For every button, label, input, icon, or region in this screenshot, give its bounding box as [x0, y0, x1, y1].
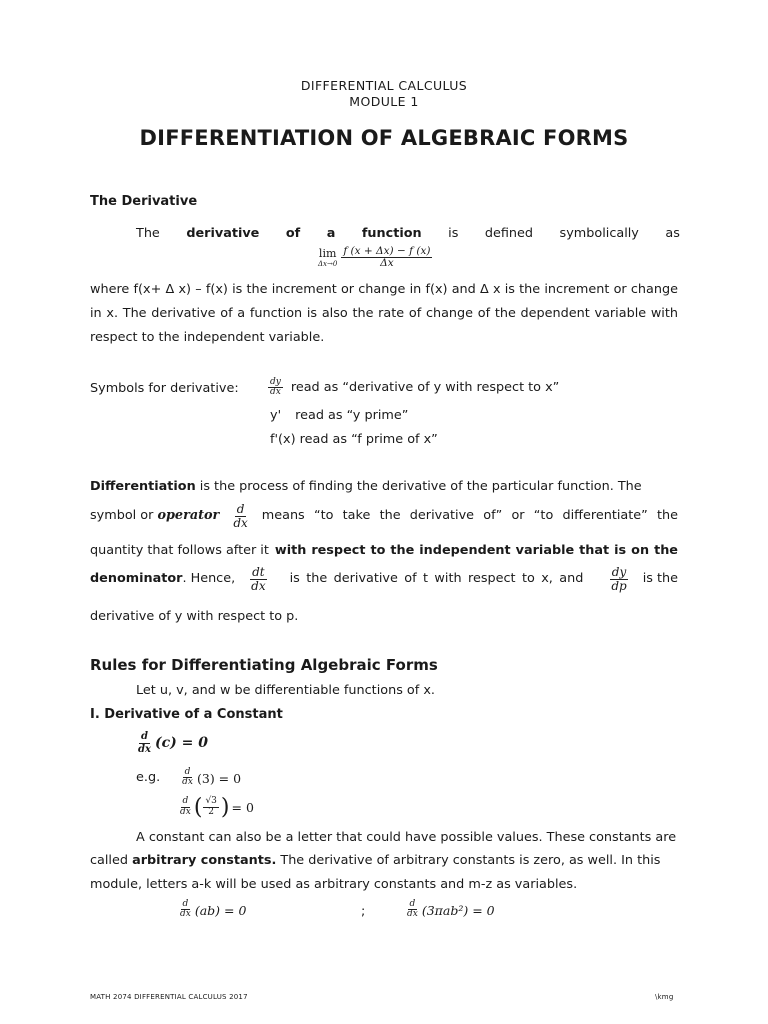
example-4-row — [405, 900, 495, 920]
symbol-read-1: read as “derivative of y with respect to x” — [290, 380, 560, 395]
term-arbitrary: arbitrary constants. — [132, 853, 277, 868]
symbol-row-2 — [270, 404, 408, 428]
ex4-d: d — [409, 899, 416, 909]
frac-dp: dp — [611, 578, 627, 593]
symbol-read-3: f'(x) read as “f prime of x” — [270, 432, 438, 447]
constant-text-2 — [90, 849, 678, 873]
r1-expression: (c) = 0 — [154, 735, 208, 752]
course-title: DIFFERENTIAL CALCULUS — [300, 78, 468, 93]
operator-d-dx — [231, 503, 249, 530]
differentiation-text-1: is the process of finding the derivative of the particular function. The — [195, 479, 642, 494]
lim-subscript: Δx→0 — [318, 260, 338, 269]
r1-dx: dx — [138, 743, 151, 755]
symbol-read-2: read as “y prime” — [295, 408, 409, 423]
op-d: d — [236, 502, 245, 516]
word-is: is — [448, 226, 459, 241]
frac-dt-den: dx — [251, 578, 266, 593]
called-label: called — [90, 853, 128, 868]
ex3-d: d — [182, 899, 189, 909]
word-as: as — [665, 226, 680, 241]
page-title: DIFFERENTIATION OF ALGEBRAIC FORMS — [139, 126, 629, 150]
term-denominator: denominator — [90, 571, 183, 587]
ex3-dx: dx — [180, 909, 191, 920]
text-hence: . Hence, — [182, 571, 236, 587]
footer-initials: \kmg — [655, 993, 674, 1001]
example-1-row — [136, 766, 241, 790]
word-derivative: derivative — [186, 226, 260, 241]
ex1-d: d — [184, 766, 191, 777]
symbol-dydx-row — [268, 376, 559, 400]
ex2-d: d — [182, 796, 189, 807]
rules-let-line: Let u, v, and w be differentiable functions of x. — [136, 683, 435, 698]
frac-dx: dx — [270, 387, 281, 398]
ex2-two: 2 — [208, 806, 215, 817]
frac-dy: dy — [270, 376, 281, 387]
text-symbol-or — [90, 504, 219, 528]
examples-separator: ; — [361, 904, 366, 919]
frac-dt: dt — [252, 565, 265, 579]
differentiation-line-5: derivative of y with respect to p. — [90, 609, 299, 624]
term-differentiation: Differentiation — [90, 479, 196, 494]
rule-1-formula — [136, 732, 208, 755]
ex2-paren-close: ) — [220, 795, 230, 820]
ex1-dx: dx — [182, 777, 193, 788]
example-3-row — [178, 900, 246, 920]
ex3-expression: (ab) = 0 — [194, 902, 247, 918]
lim-operator: lim — [318, 247, 337, 261]
rule-1-heading: I. Derivative of a Constant — [90, 707, 283, 722]
limit-definition-formula — [318, 246, 432, 270]
frac-dy2: dy — [611, 565, 627, 579]
rules-heading: Rules for Differentiating Algebraic Forms — [90, 656, 438, 674]
word-defined: defined — [484, 226, 534, 241]
ex1-expression: (3) = 0 — [196, 770, 242, 786]
ex2-paren-open: ( — [193, 795, 203, 820]
ex4-dx: dx — [407, 909, 418, 920]
term-operator: operator — [157, 508, 220, 524]
symbols-label: Symbols for derivative: — [90, 381, 239, 396]
ex4-expression: (3πab²) = 0 — [421, 902, 495, 918]
word-function: function — [361, 226, 422, 241]
lim-denominator: Δx — [380, 257, 394, 270]
derivative-explanation: where f(x+ Δ x) – f(x) is the increment or change in f(x) and Δ x is the increment or change in x. The derivative of a function is also the rate of change of the dependent variable with respect to the independent variable. — [90, 282, 678, 345]
constant-text-3: module, letters a-k will be used as arbitrary constants and m-z as variables. — [90, 877, 578, 892]
differentiation-line-4 — [90, 566, 678, 593]
frac-dy-dp — [609, 566, 628, 593]
ex2-dx: dx — [180, 806, 191, 817]
word-a: a — [326, 226, 336, 241]
ex2-expression: = 0 — [231, 800, 254, 815]
example-2-row — [178, 795, 254, 820]
eg-label: e.g. — [136, 770, 161, 785]
differentiation-line-2 — [90, 503, 678, 530]
constant-text-1: A constant can also be a letter that could have possible values. These constants are — [136, 830, 677, 845]
symbol-or-label: symbol or — [90, 508, 154, 524]
text-is-the: is the — [642, 571, 678, 587]
word-the: The — [136, 226, 160, 241]
differentiation-line-1 — [90, 475, 678, 499]
constant-text-2b: The derivative of arbitrary constants is zero, as well. In this — [276, 853, 661, 868]
frac-dt-dx — [249, 566, 267, 593]
word-symbolically: symbolically — [559, 226, 639, 241]
section-heading-derivative: The Derivative — [90, 194, 198, 209]
symbol-y-prime: y' — [270, 408, 282, 423]
derivative-definition-line — [90, 222, 680, 246]
module-label: MODULE 1 — [349, 94, 419, 109]
text-with-respect: with respect to the independent variable that is on the — [274, 543, 678, 558]
footer-course: MATH 2074 DIFFERENTIAL CALCULUS 2017 — [90, 993, 248, 1001]
text-quantity: quantity that follows after it — [90, 543, 269, 558]
ex2-sqrt3: √3 — [205, 796, 217, 807]
op-dx: dx — [233, 515, 248, 530]
text-is-derivative-t: is the derivative of t with respect to x, and — [289, 571, 584, 587]
differentiation-line-3 — [90, 539, 678, 563]
lim-numerator: f (x + Δx) − f (x) — [343, 245, 431, 257]
word-of: of — [285, 226, 301, 241]
text-means: means “to take the derivative of” or “to differentiate” the — [261, 508, 678, 524]
r1-d: d — [140, 731, 148, 742]
